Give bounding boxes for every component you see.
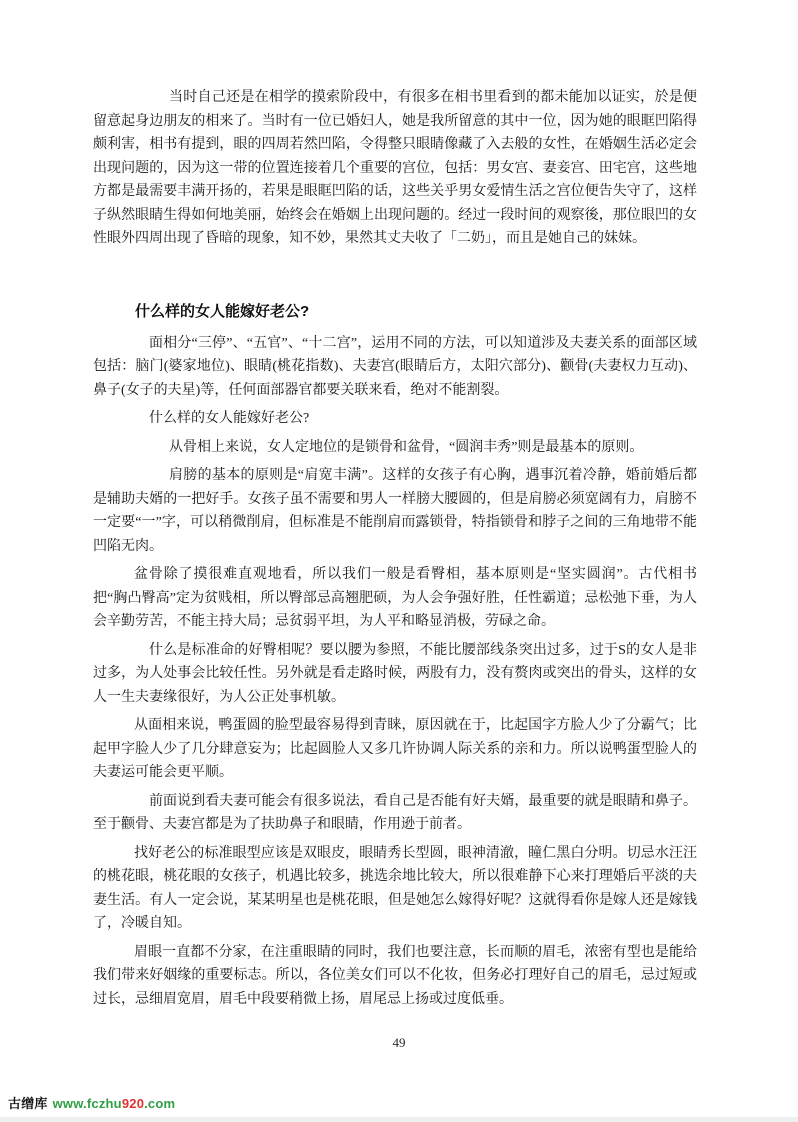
- paragraph: 面相分“三停”、“五官”、“十二宫”，运用不同的方法，可以知道涉及夫妻关系的面部区域包括：脑门(婆家地位)、眼睛(桃花指数)、夫妻宫(眼睛后方，太阳穴部分)、颧骨(夫妻权力互动)、鼻子(女子的夫星)等，任何面部器官都要关联来看，绝对不能割裂。: [93, 335, 697, 398]
- paragraph: 肩膀的基本的原则是“肩宽丰满”。这样的女孩子有心胸，遇事沉着冷静，婚前婚后都是辅助夫婿的一把好手。女孩子虽不需要和男人一样膀大腰圆的，但是肩膀必须宽阔有力，肩膀不一定要“一”字，可以稍微削肩，但标准是不能削肩而露锁骨，特指锁骨和脖子之间的三角地带不能凹陷无肉。: [93, 468, 697, 554]
- watermark-site-name: 古缯库: [8, 1096, 48, 1111]
- paragraph: 什么样的女人能嫁好老公?: [149, 411, 310, 426]
- paragraph: 盆骨除了摸很难直观地看，所以我们一般是看臀相，基本原则是“坚实圆润”。古代相书把“胸凸臀高”定为贫贱相，所以臀部忌高翘肥硕，为人会争强好胜，任性霸道；忌松弛下垂，为人会辛勤劳苦，不能主持大局；忌贫弱平坦，为人平和略显消极，劳碌之命。: [93, 567, 697, 629]
- watermark-url-number: 920: [121, 1096, 145, 1111]
- paragraph: 什么是标准命的好臀相呢？要以腰为参照，不能比腰部线条突出过多，过于S的女人是非过多，为人处事会比较任性。另外就是看走路时候，两股有力，没有赘肉或突出的骨头，这样的女人一生夫妻缘很好，为人公正处事机敏。: [93, 642, 697, 705]
- watermark: [8, 1093, 175, 1112]
- page-bottom-edge: [0, 1117, 798, 1122]
- paragraph: 找好老公的标准眼型应该是双眼皮，眼睛秀长型圆，眼神清澈，瞳仁黑白分明。切忌水汪汪的桃花眼，桃花眼的女孩子，机遇比较多，挑选余地比较大，所以很难静下心来打理婚后平淡的夫妻生活。有人一定会说，某某明星也是桃花眼，但是她怎么嫁得好呢？这就得看你是嫁人还是嫁钱了，冷暖自知。: [93, 845, 697, 931]
- watermark-url-prefix: www.fczhu: [52, 1096, 122, 1111]
- watermark-url-suffix: .com: [144, 1096, 176, 1111]
- paragraph: 当时自己还是在相学的摸索阶段中，有很多在相书里看到的都未能加以证实，於是便留意起身边朋友的相来了。当时有一位已婚妇人，她是我所留意的其中一位，因为她的眼眶凹陷得颇利害，相书有提到，眼的四周若然凹陷，令得整只眼睛像藏了入去般的女性，在婚姻生活必定会出现问题的，因为这一带的位置连接着几个重要的宫位，包括：男女宫、妻妾宫、田宅宫，这些地方都是最需要丰满开扬的，若果是眼眶凹陷的话，这些关乎男女爱情生活之宫位便告失守了，这样子纵然眼睛生得如何地美丽，始终会在婚姻上出现问题的。经过一段时间的观察後，那位眼凹的女性眼外四周出现了昏暗的现象，知不妙，果然其丈夫收了「二奶」，而且是她自己的妹妹。: [93, 90, 697, 246]
- document-text-block: [93, 86, 697, 1016]
- page-number: 49: [392, 1035, 406, 1050]
- paragraph: 眉眼一直都不分家，在注重眼睛的同时，我们也要注意，长而顺的眉毛，浓密有型也是能给我们带来好姻缘的重要标志。所以，各位美女们可以不化妆，但务必打理好自己的眉毛，忌过短或过长，忌细眉宽眉，眉毛中段要稍微上扬，眉尾忌上扬或过度低垂。: [93, 944, 697, 1007]
- section-heading: 什么样的女人能嫁好老公?: [135, 302, 310, 320]
- paragraph: 从骨相上来说，女人定地位的是锁骨和盆骨，“圆润丰秀”则是最基本的原则。: [169, 439, 644, 455]
- paragraph: 从面相来说，鸭蛋圆的脸型最容易得到青睐，原因就在于，比起国字方脸人少了分霸气；比起甲字脸人少了几分肆意妄为；比起圆脸人又多几许协调人际关系的亲和力。所以说鸭蛋型脸人的夫妻运可能会更平顺。: [93, 718, 697, 780]
- paragraph: 前面说到看夫妻可能会有很多说法，看自己是否能有好夫婿，最重要的就是眼睛和鼻子。至于颧骨、夫妻宫都是为了扶助鼻子和眼睛，作用逊于前者。: [93, 793, 697, 832]
